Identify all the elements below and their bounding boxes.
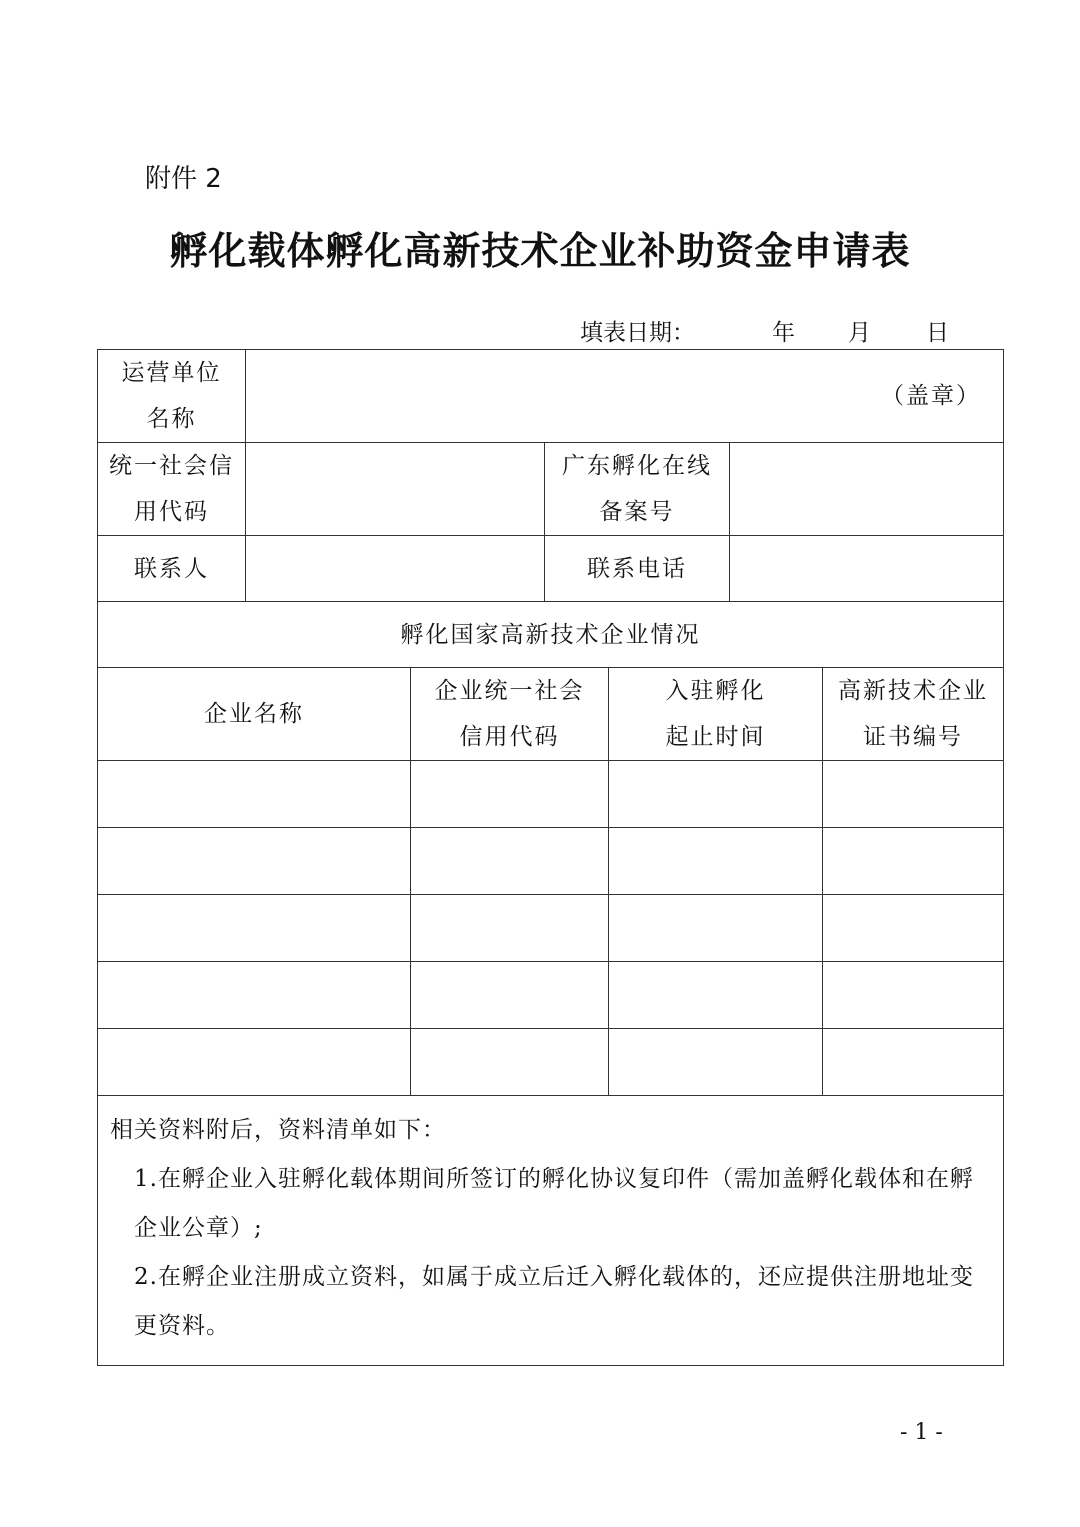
record-label-line2: 备案号 xyxy=(599,499,675,525)
col-header-certificate-number xyxy=(823,668,1004,761)
table-row xyxy=(98,828,1004,895)
operator-label-line2: 名称 xyxy=(146,406,197,432)
incubation-period-cell[interactable] xyxy=(609,1029,823,1096)
date-year-label: 年 xyxy=(772,320,795,346)
table-row xyxy=(98,761,1004,828)
incubation-period-cell[interactable] xyxy=(609,895,823,962)
col-header-certificate-line2: 证书编号 xyxy=(863,724,963,750)
notes-item-2: 2.在孵企业注册成立资料，如属于成立后迁入孵化载体的，还应提供注册地址变更资料。 xyxy=(134,1264,974,1339)
company-name-cell[interactable] xyxy=(98,828,411,895)
credit-code-cell[interactable] xyxy=(411,828,609,895)
section-title: 孵化国家高新技术企业情况 xyxy=(98,602,1004,668)
company-name-cell[interactable] xyxy=(98,895,411,962)
incubation-period-cell[interactable] xyxy=(609,962,823,1029)
operator-name-label xyxy=(98,350,246,443)
date-day-label: 日 xyxy=(926,320,949,346)
table-row xyxy=(98,895,1004,962)
record-label-line1: 广东孵化在线 xyxy=(562,453,712,479)
seal-label: （盖章） xyxy=(881,383,981,409)
col-header-incubation-period xyxy=(609,668,823,761)
col-header-incubation-line2: 起止时间 xyxy=(665,724,766,750)
fill-date-label: 填表日期： xyxy=(580,320,695,346)
company-name-cell[interactable] xyxy=(98,761,411,828)
certificate-number-cell[interactable] xyxy=(823,761,1004,828)
credit-row xyxy=(98,443,1004,536)
col-header-certificate-line1: 高新技术企业 xyxy=(838,678,988,704)
col-header-company-name-text: 企业名称 xyxy=(204,701,304,727)
notes-intro: 相关资料附后，资料清单如下： xyxy=(110,1117,446,1143)
contact-label: 联系人 xyxy=(98,536,246,602)
table-row xyxy=(98,1029,1004,1096)
credit-code-label-line1: 统一社会信 xyxy=(109,453,234,479)
contact-row xyxy=(98,536,1004,602)
notes-item-1: 1.在孵企业入驻孵化载体期间所签订的孵化协议复印件（需加盖孵化载体和在孵企业公章）; xyxy=(134,1166,974,1241)
notes-cell xyxy=(98,1096,1004,1366)
col-header-credit-code-line1: 企业统一社会 xyxy=(434,678,585,704)
application-form-table xyxy=(97,349,1004,1366)
form-title: 孵化载体孵化高新技术企业补助资金申请表 xyxy=(169,229,911,273)
col-header-credit-code-line2: 信用代码 xyxy=(459,724,560,750)
incubation-period-cell[interactable] xyxy=(609,761,823,828)
company-name-cell[interactable] xyxy=(98,962,411,1029)
credit-code-cell[interactable] xyxy=(411,1029,609,1096)
operator-row xyxy=(98,350,1004,443)
phone-label: 联系电话 xyxy=(545,536,730,602)
operator-label-line1: 运营单位 xyxy=(121,360,222,386)
date-month-label: 月 xyxy=(848,320,871,346)
notes-row xyxy=(98,1096,1004,1366)
phone-field[interactable] xyxy=(730,536,1004,602)
credit-code-cell[interactable] xyxy=(411,895,609,962)
contact-field[interactable] xyxy=(246,536,545,602)
section-row xyxy=(98,602,1004,668)
incubation-period-cell[interactable] xyxy=(609,828,823,895)
certificate-number-cell[interactable] xyxy=(823,828,1004,895)
col-header-credit-code xyxy=(411,668,609,761)
column-header-row xyxy=(98,668,1004,761)
certificate-number-cell[interactable] xyxy=(823,895,1004,962)
record-number-field[interactable] xyxy=(730,443,1004,536)
certificate-number-cell[interactable] xyxy=(823,962,1004,1029)
company-name-cell[interactable] xyxy=(98,1029,411,1096)
credit-code-cell[interactable] xyxy=(411,962,609,1029)
operator-name-field[interactable] xyxy=(246,350,1004,443)
certificate-number-cell[interactable] xyxy=(823,1029,1004,1096)
table-row xyxy=(98,962,1004,1029)
credit-code-cell[interactable] xyxy=(411,761,609,828)
credit-code-field[interactable] xyxy=(246,443,545,536)
page-number: - 1 - xyxy=(900,1420,943,1445)
col-header-company-name xyxy=(98,668,411,761)
credit-code-label-line2: 用代码 xyxy=(134,499,209,525)
attachment-label: 附件 2 xyxy=(145,164,222,194)
credit-code-label xyxy=(98,443,246,536)
record-number-label xyxy=(545,443,730,536)
col-header-incubation-line1: 入驻孵化 xyxy=(665,678,766,704)
